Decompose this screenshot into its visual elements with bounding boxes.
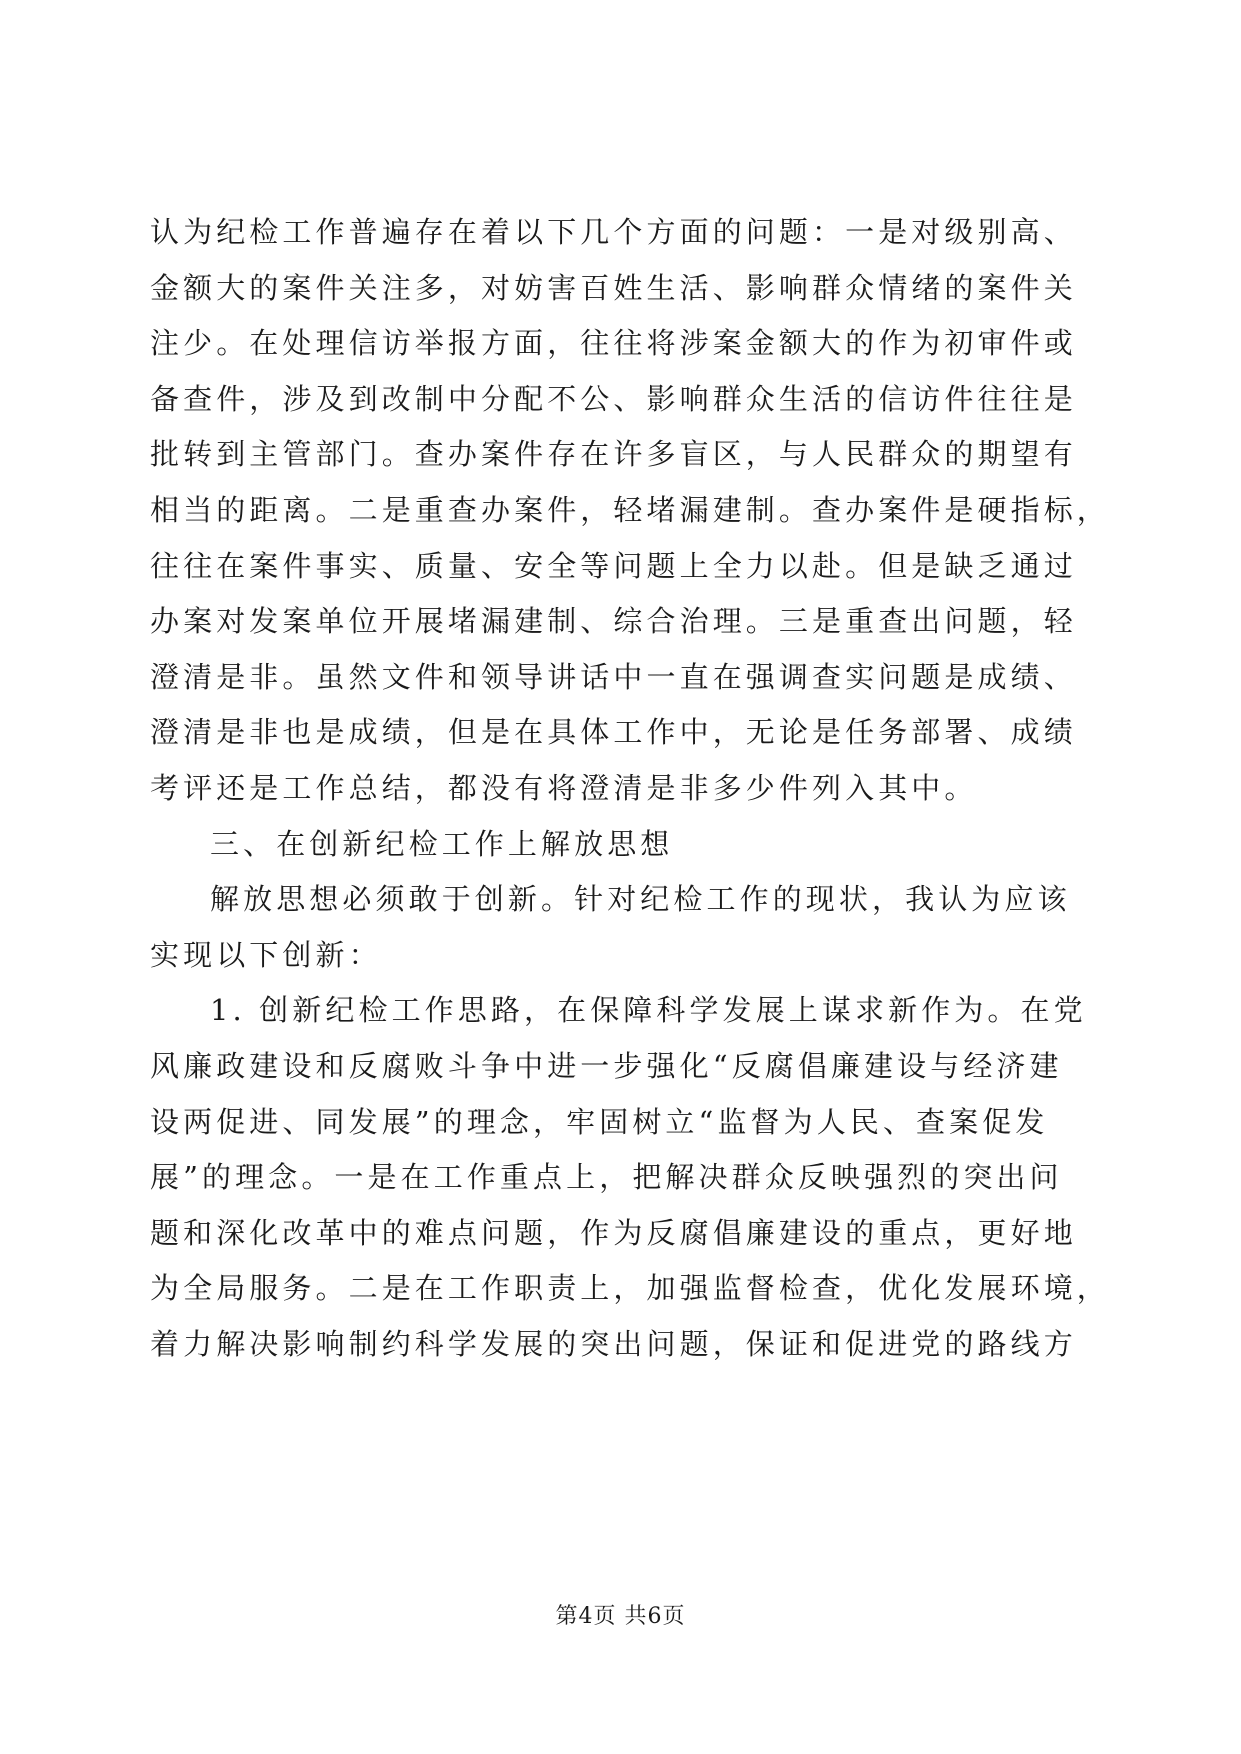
text-line: 着力解决影响制约科学发展的突出问题，保证和促进党的路线方 bbox=[150, 1326, 1077, 1361]
text-line: 澄清是非。虽然文件和领导讲话中一直在强调查实问题是成绩、 bbox=[150, 659, 1077, 694]
text-line: 实现以下创新： bbox=[150, 937, 382, 972]
text-line: 备查件，涉及到改制中分配不公、影响群众生活的信访件往往是 bbox=[150, 381, 1077, 416]
text-line: 金额大的案件关注多，对妨害百姓生活、影响群众情绪的案件关 bbox=[150, 270, 1077, 305]
text-line: 题和深化改革中的难点问题，作为反腐倡廉建设的重点，更好地 bbox=[150, 1215, 1077, 1250]
text-line: 相当的距离。二是重查办案件，轻堵漏建制。查办案件是硬指标， bbox=[150, 492, 1110, 527]
text-line: 为全局服务。二是在工作职责上，加强监督检查，优化发展环境， bbox=[150, 1271, 1110, 1306]
text-line: 设两促进、同发展”的理念，牢固树立“监督为人民、查案促发 bbox=[150, 1104, 1049, 1139]
text-line: 解放思想必须敢于创新。针对纪检工作的现状，我认为应该 bbox=[210, 882, 1071, 917]
text-line: 风廉政建设和反腐败斗争中进一步强化“反腐倡廉建设与经济建 bbox=[150, 1048, 1063, 1083]
text-line: 办案对发案单位开展堵漏建制、综合治理。三是重查出问题，轻 bbox=[150, 604, 1077, 639]
text-line: 批转到主管部门。查办案件存在许多盲区，与人民群众的期望有 bbox=[150, 437, 1077, 472]
text-line: 往往在案件事实、质量、安全等问题上全力以赴。但是缺乏通过 bbox=[150, 548, 1077, 583]
text-line: 注少。在处理信访举报方面，往往将涉案金额大的作为初审件或 bbox=[150, 326, 1077, 361]
text-line: 1. 创新纪检工作思路，在保障科学发展上谋求新作为。在党 bbox=[210, 993, 1087, 1028]
text-line: 澄清是非也是成绩，但是在具体工作中，无论是任务部署、成绩 bbox=[150, 715, 1077, 750]
section-heading: 三、在创新纪检工作上解放思想 bbox=[210, 826, 674, 861]
text-line: 考评还是工作总结，都没有将澄清是非多少件列入其中。 bbox=[150, 770, 978, 805]
text-line: 认为纪检工作普遍存在着以下几个方面的问题：一是对级别高、 bbox=[150, 215, 1077, 249]
document-body bbox=[150, 205, 1110, 1372]
page-number-footer: 第4页 共6页 bbox=[555, 1604, 686, 1629]
text-line: 展”的理念。一是在工作重点上，把解决群众反映强烈的突出问 bbox=[150, 1160, 1063, 1195]
